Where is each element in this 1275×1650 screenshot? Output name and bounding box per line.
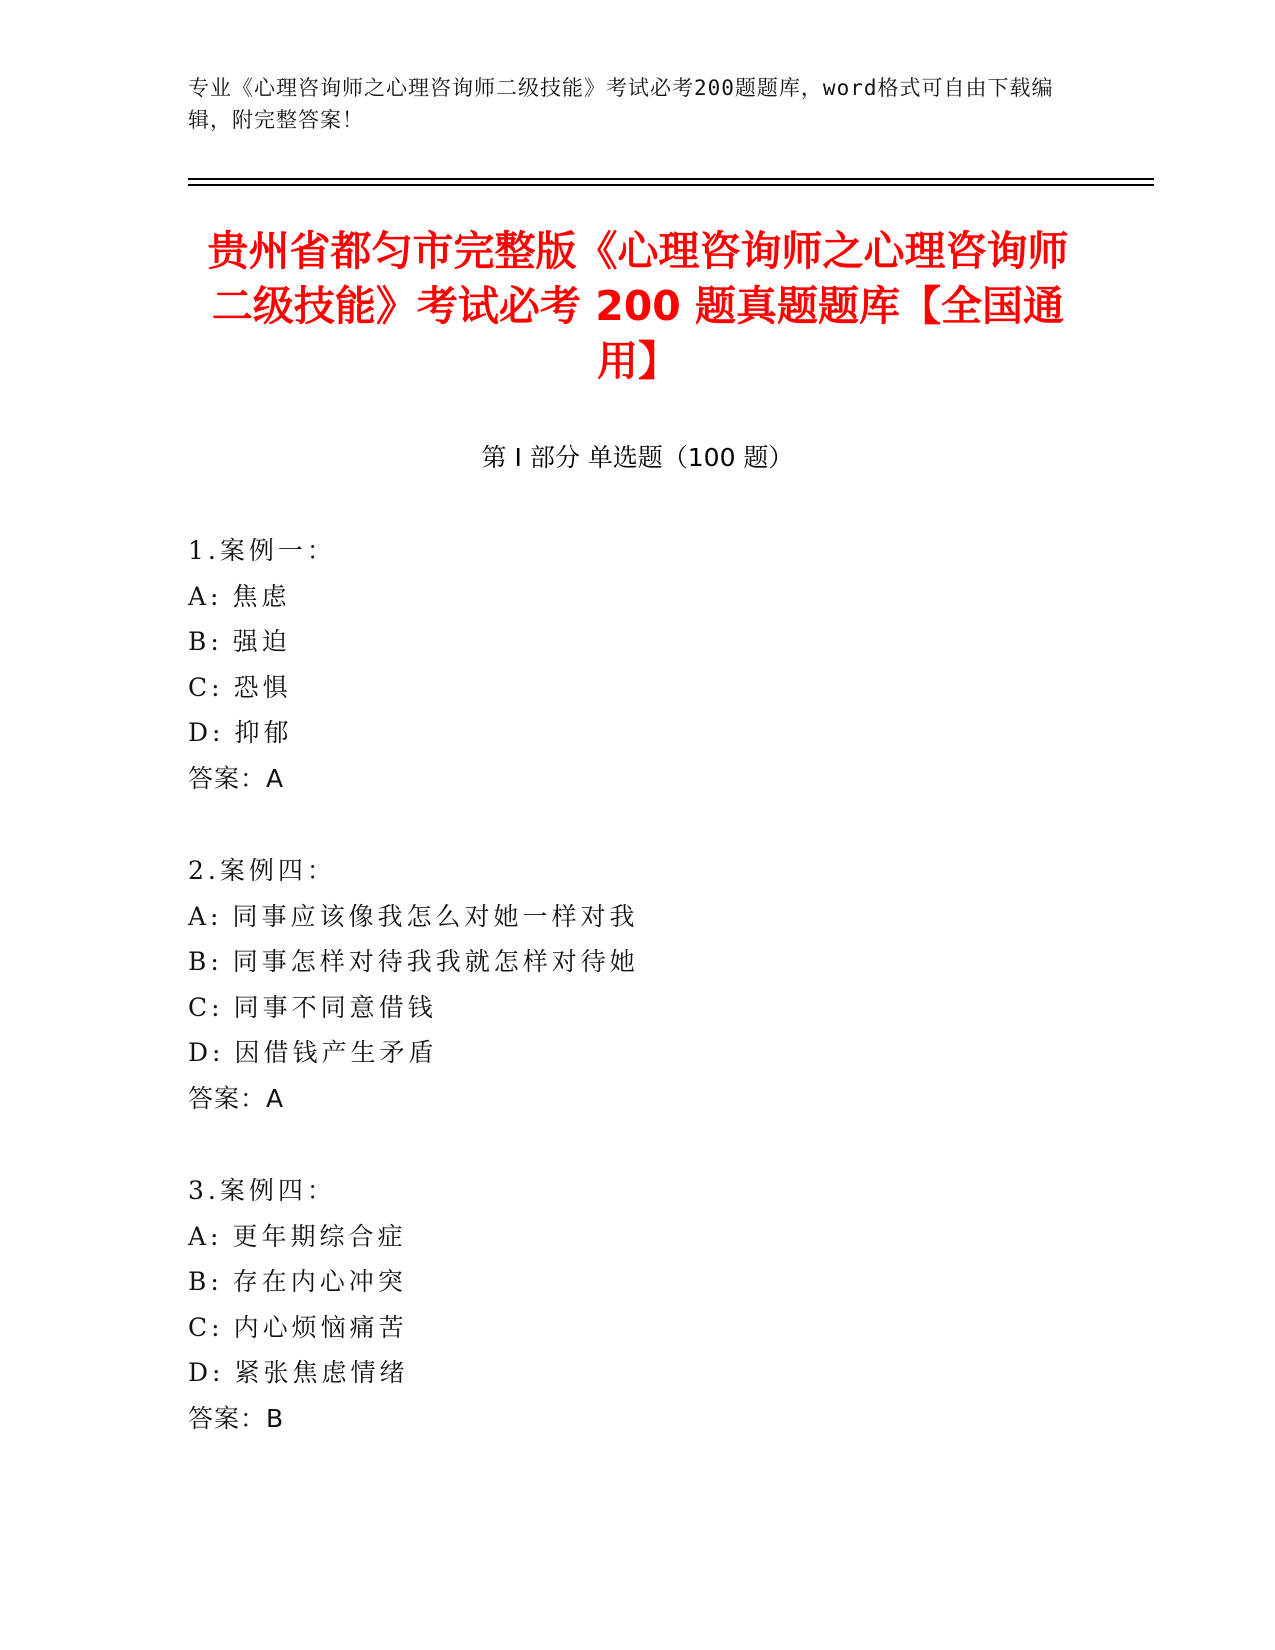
option-label: C: [188, 992, 224, 1022]
option-row [188, 1350, 1088, 1396]
option-label: D: [188, 1358, 225, 1387]
question-stem: 1.案例一： [188, 536, 336, 565]
answer-line: 答案：B [188, 1403, 285, 1433]
option-label: A: [188, 901, 223, 931]
option-label: B: [188, 627, 223, 656]
option-label: B: [188, 947, 223, 976]
option-text: 紧张焦虑情绪 [234, 1358, 409, 1387]
option-row [188, 985, 1088, 1031]
option-text: 同事怎样对待我我就怎样对待她 [232, 947, 639, 976]
option-label: C: [188, 672, 224, 702]
option-label: B: [188, 1267, 223, 1296]
option-row [188, 619, 1088, 665]
answer-line: 答案：A [188, 1083, 285, 1113]
header-divider-bottom [188, 184, 1154, 186]
option-text: 存在内心冲突 [232, 1267, 407, 1296]
section-heading: 第 I 部分 单选题（100 题） [481, 443, 794, 472]
option-text: 同事不同意借钱 [233, 992, 437, 1022]
option-row [188, 574, 1088, 620]
header-note: 专业《心理咨询师之心理咨询师二级技能》考试必考200题题库，word格式可自由下载编辑，附完整答案！ [188, 76, 1054, 132]
option-text: 焦虑 [232, 581, 291, 611]
document-title: 贵州省都匀市完整版《心理咨询师之心理咨询师二级技能》考试必考 200 题真题题库【全国通用】 [207, 227, 1069, 385]
question-block [188, 528, 1088, 801]
option-label: A: [188, 581, 223, 611]
option-row [188, 1259, 1088, 1305]
option-text: 更年期综合症 [232, 1221, 407, 1251]
option-text: 因借钱产生矛盾 [234, 1038, 438, 1067]
option-label: D: [188, 718, 225, 747]
option-label: D: [188, 1038, 225, 1067]
question-stem: 3.案例四： [188, 1176, 336, 1205]
option-text: 强迫 [232, 627, 291, 656]
option-label: C: [188, 1312, 224, 1342]
option-row [188, 1030, 1088, 1076]
option-row [188, 665, 1088, 711]
option-row [188, 1214, 1088, 1260]
option-row [188, 939, 1088, 985]
option-text: 恐惧 [233, 672, 292, 702]
option-row [188, 1305, 1088, 1351]
option-row [188, 710, 1088, 756]
option-text: 同事应该像我怎么对她一样对我 [232, 901, 639, 931]
option-text: 内心烦恼痛苦 [233, 1312, 408, 1342]
option-text: 抑郁 [234, 718, 293, 747]
question-block [188, 1168, 1088, 1441]
question-block [188, 848, 1088, 1121]
header-divider-top [188, 178, 1154, 180]
option-row [188, 894, 1088, 940]
answer-line: 答案：A [188, 763, 285, 793]
question-stem: 2.案例四： [188, 856, 336, 885]
option-label: A: [188, 1221, 223, 1251]
